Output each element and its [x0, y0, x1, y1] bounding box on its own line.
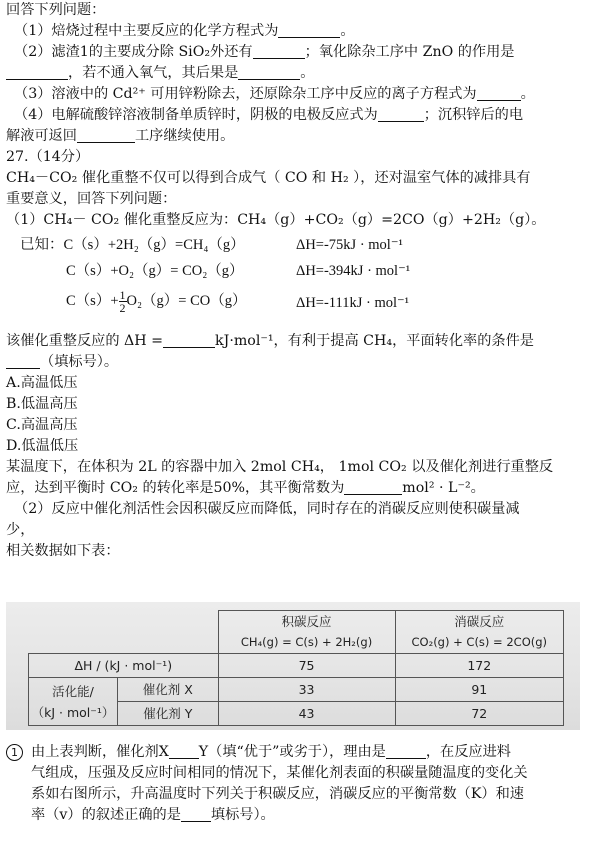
text: 。 [520, 86, 535, 102]
intro-line [6, 168, 596, 189]
item-marker: 1 [6, 744, 23, 761]
prompt-line [6, 0, 596, 21]
delta-h-2: ΔH=-394kJ · mol⁻¹ [296, 263, 411, 279]
answer-blank[interactable] [163, 332, 215, 348]
row-label-catalyst-x: 催化剂 X [118, 678, 219, 702]
answer-blank[interactable] [278, 22, 340, 38]
text: （填标号）。 [40, 354, 119, 370]
equation-1: 已知：C（s）+2H₂（g）=CH₄（g） [20, 237, 245, 253]
answer-blank[interactable] [386, 743, 426, 759]
part-2-intro-cont: 少， [6, 522, 35, 538]
col-header-carbon-deposit [218, 611, 395, 654]
text: mol² · L⁻²。 [402, 480, 485, 496]
text: ；沉积锌后的电 [423, 107, 524, 123]
text: kJ·mol⁻¹，有利于提高 CH₄，平面转化率的条件是 [215, 333, 534, 349]
equation-2: C（s）+O₂（g）= CO₂（g） [66, 263, 244, 279]
row-label-catalyst-y: 催化剂 Y [118, 702, 219, 726]
text: （kJ · mol⁻¹） [31, 704, 115, 720]
text: 应，达到平衡时 CO₂ 的转化率是50%，其平衡常数为 [6, 480, 345, 496]
cell: 75 [218, 654, 395, 678]
document-body [6, 0, 596, 562]
text: 积碳反应 [281, 614, 332, 629]
equilibrium-question: 某温度下，在体积为 2L 的容器中加入 2mol CH₄， 1mol CO₂ 以及催化剂进行重整反 [6, 459, 554, 475]
text: ；氧化除杂工序中 ZnO 的作用是 [304, 44, 515, 60]
delta-h-3: ΔH=-111kJ · mol⁻¹ [296, 295, 410, 311]
answer-blank[interactable] [6, 64, 68, 80]
question-1 [6, 21, 596, 42]
catalyst-question-line [6, 742, 596, 763]
catalyst-question-line [6, 805, 596, 826]
delta-h-question [6, 331, 596, 352]
delta-h-1: ΔH=-75kJ · mol⁻¹ [296, 237, 403, 253]
thermo-equations [6, 231, 596, 325]
text: 回答下列问题： [6, 2, 106, 18]
question-3 [6, 84, 596, 105]
text: 工序继续使用。 [134, 128, 235, 144]
option-b: B.低温高压 [6, 396, 78, 412]
answer-blank[interactable] [253, 43, 305, 59]
table-corner [29, 611, 219, 654]
text: （4）电解硫酸锌溶液制备单质锌时，阴极的电极反应式为 [14, 107, 378, 123]
text: ，若不通入氧气，其后果是 [68, 65, 239, 81]
question-4-cont [6, 126, 596, 147]
text: （1）焙烧过程中主要反应的化学方程式为 [14, 23, 279, 39]
cell: 72 [395, 702, 563, 726]
catalyst-question-line: 气组成，压强及反应时间相同的情况下，某催化剂表面的积碳量随温度的变化关 [31, 765, 528, 781]
text: 重要意义，回答下列问题： [6, 191, 177, 207]
cell: 33 [218, 678, 395, 702]
intro-line [6, 189, 596, 210]
part-2-intro: （2）反应中催化剂活性会因积碳反应而降低，同时存在的消碳反应则使积碳量减 [14, 501, 520, 517]
option-c: C.高温高压 [6, 417, 78, 433]
answer-blank[interactable] [77, 127, 135, 143]
text: 填标号）。 [210, 807, 275, 823]
fraction-one-half [119, 289, 127, 314]
row-label-delta-h: ΔH / (kJ · mol⁻¹) [29, 654, 219, 678]
catalyst-question [6, 742, 596, 826]
text: 。 [300, 65, 315, 81]
text: ，在反应进料 [425, 744, 511, 760]
text: 27.（14分） [6, 149, 90, 165]
option-a: A.高温低压 [6, 375, 78, 391]
text: O₂（g）= CO（g） [126, 292, 247, 309]
cell: 91 [395, 678, 563, 702]
delta-h-question-cont [6, 352, 596, 373]
answer-blank[interactable] [6, 353, 40, 369]
option-d: D.低温低压 [6, 438, 79, 454]
text: 由上表判断，催化剂X [31, 744, 169, 760]
question-4 [6, 105, 596, 126]
equation-3 [66, 289, 246, 314]
text: （1）CH₄－ CO₂ 催化重整反应为：CH₄（g）+CO₂（g）=2CO（g）+2H₂（g）。 [6, 212, 546, 228]
text: 该催化重整反应的 ΔH = [6, 333, 164, 349]
col-header-carbon-removal [395, 611, 563, 654]
cell: 172 [395, 654, 563, 678]
text: CH₄－CO₂ 催化重整不仅可以得到合成气（ CO 和 H₂ ），还对温室气体的减排具有 [6, 170, 531, 186]
numerator: 1 [119, 288, 126, 302]
answer-blank[interactable] [238, 64, 300, 80]
equilibrium-question-cont [6, 478, 596, 499]
text: 解液可返回 [6, 128, 77, 144]
denominator: 2 [119, 301, 126, 315]
text: 率（v）的叙述正确的是 [31, 807, 181, 823]
text: Y（填“优于”或劣于），理由是 [198, 744, 386, 760]
text: C（s）+ [66, 292, 119, 309]
answer-blank[interactable] [378, 106, 424, 122]
text: CO₂(g) + C(s) = 2CO(g) [411, 635, 548, 649]
question-2-cont [6, 63, 596, 84]
answer-blank[interactable] [477, 85, 521, 101]
row-label-activation-energy [29, 678, 118, 726]
answer-blank[interactable] [181, 806, 211, 822]
text: CH₄(g) = C(s) + 2H₂(g) [240, 635, 373, 649]
answer-blank[interactable] [344, 479, 402, 495]
data-table [28, 610, 564, 726]
text: 。 [340, 23, 355, 39]
question-27-heading [6, 147, 596, 168]
text: （3）溶液中的 Cd²⁺ 可用锌粉除去，还原除杂工序中反应的离子方程式为 [14, 86, 477, 102]
data-table-photo [6, 602, 580, 730]
answer-blank[interactable] [169, 743, 199, 759]
reaction-line [6, 210, 596, 231]
catalyst-question-line: 系如右图所示，升高温度时下列关于积碳反应，消碳反应的平衡常数（K）和速 [31, 786, 524, 802]
question-2 [6, 42, 596, 63]
text: 活化能/ [52, 683, 94, 699]
table-caption: 相关数据如下表： [6, 543, 120, 559]
text: （2）滤渣1的主要成分除 SiO₂外还有 [14, 44, 253, 60]
cell: 43 [218, 702, 395, 726]
text: 消碳反应 [454, 614, 505, 629]
